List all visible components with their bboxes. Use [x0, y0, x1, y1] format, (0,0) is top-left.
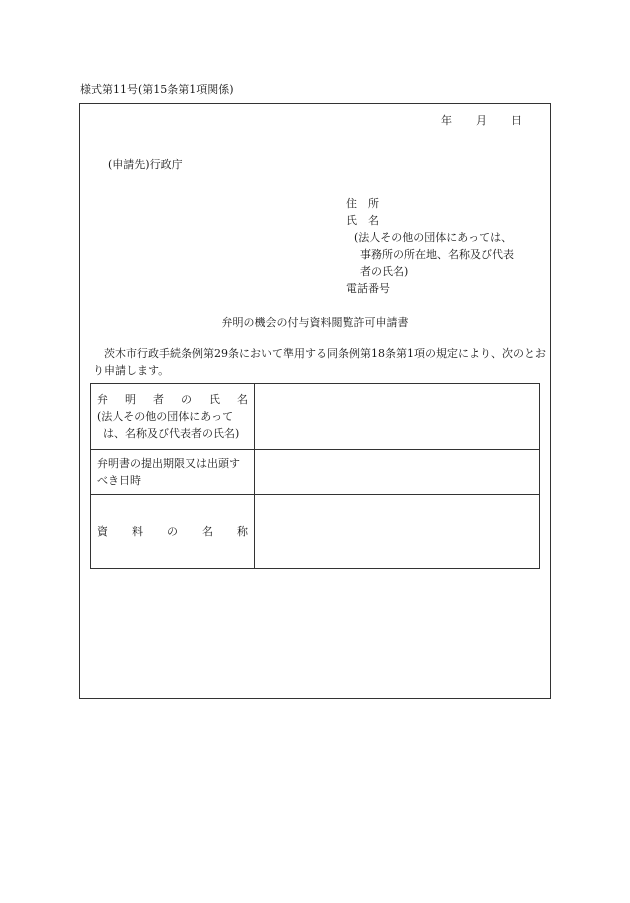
applicant-name-note-line2: は、名称及び代表者の氏名) — [103, 427, 240, 440]
table-row — [91, 495, 540, 569]
document-title: 弁明の機会の付与資料閲覧許可申請書 — [221, 316, 409, 329]
document-name-label: 資 料 の 名 称 — [97, 525, 248, 538]
document-name-label-cell — [91, 495, 255, 569]
detail-table — [90, 383, 540, 569]
applicant-name-note-line1: (法人その他の団体にあって — [97, 410, 234, 423]
date-year: 年 — [441, 114, 452, 127]
name-label: 氏 名 — [346, 214, 379, 227]
table-row — [91, 384, 540, 450]
date-day: 日 — [511, 114, 522, 127]
form-number: 様式第11号(第15条第1項関係) — [80, 83, 234, 96]
address-label: 住 所 — [346, 197, 379, 210]
applicant-name-input[interactable] — [255, 384, 540, 450]
deadline-input[interactable] — [255, 450, 540, 495]
document-name-input[interactable] — [255, 495, 540, 569]
applicant-note-line2: 事務所の所在地、名称及び代表 — [360, 248, 514, 261]
body-text: 茨木市行政手続条例第29条において準用する同条例第18条第1項の規定により、次のとおり申請します。 — [93, 347, 546, 377]
applicant-name-label: 弁 明 者 の 氏 名 — [97, 393, 248, 406]
phone-label: 電話番号 — [346, 282, 390, 295]
applicant-name-label-cell — [91, 384, 255, 450]
recipient: (申請先)行政庁 — [108, 158, 183, 171]
table-row — [91, 450, 540, 495]
date-line — [441, 112, 522, 128]
applicant-note-line1: (法人その他の団体にあっては、 — [354, 231, 513, 244]
applicant-block — [346, 195, 514, 297]
date-month: 月 — [476, 114, 487, 127]
deadline-label: 弁明書の提出期限又は出頭すべき日時 — [91, 450, 255, 495]
applicant-note-line3: 者の氏名) — [360, 265, 409, 278]
